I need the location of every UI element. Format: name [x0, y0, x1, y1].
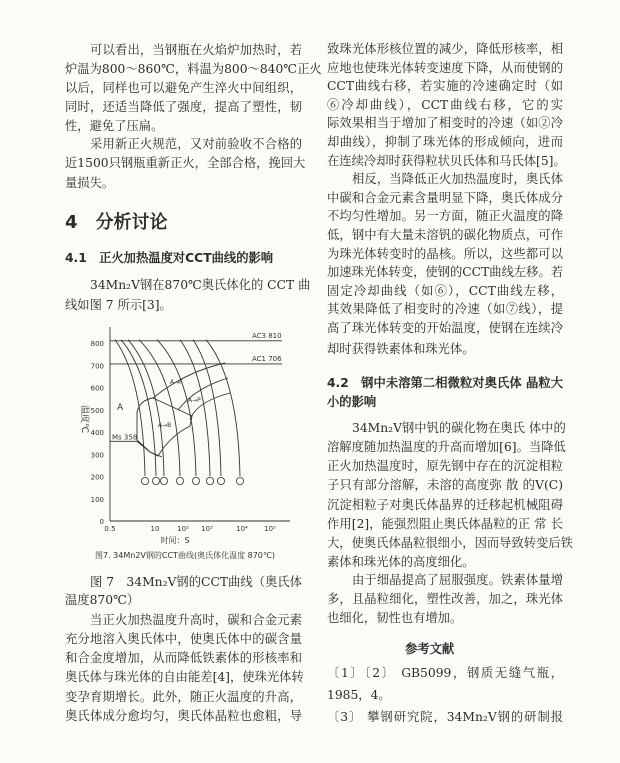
text-line: 中碳和合金元素含量明显下降，奥氏体成分 — [327, 190, 563, 205]
text-line: 际效果相当于增加了相变时的冷速（如②冷 — [327, 116, 563, 131]
y-tick-label: 0 — [99, 518, 104, 526]
y-tick-label: 400 — [90, 429, 104, 437]
curve-marker — [217, 477, 224, 484]
y-tick-label: 500 — [90, 406, 104, 415]
heading: 小的影响 — [327, 395, 377, 409]
text-line: 多，且晶粒细化，塑性改善，加之，珠光体 — [327, 592, 563, 606]
text-line: 素体和珠光体的高度细化。 — [327, 555, 475, 569]
region-label-austenite: A — [117, 403, 124, 413]
text-line: 炉温为800～860℃，料温为800～840℃正火 — [65, 62, 322, 76]
text-line: CCT曲线右移，若实施的冷速确定时（如 — [327, 79, 563, 94]
curve-marker — [176, 477, 183, 484]
text-line: 采用新正火规范，又对前验收不合格的 — [90, 137, 302, 151]
y-tick-label: 700 — [90, 362, 104, 371]
heading: 4.2 钢中未溶第二相微粒对奥氏体 晶粒大 — [327, 376, 563, 390]
text-line: 可以看出，当钢瓶在火焰炉加热时，若 — [90, 43, 302, 57]
ac3-label: AC3 810 — [252, 331, 282, 340]
text-line: 34Mn₂V钢中钒的碳化物在奥氏 体中的 — [352, 421, 566, 435]
text-line: 却曲线），抑制了珠光体的形成倾向，进而 — [327, 135, 563, 149]
text-line: 加速珠光体转变，使钢的CCT曲线左移。若 — [327, 265, 564, 280]
text-line: 在连续冷却时获得粒状贝氏体和马氏体[5]。 — [327, 153, 566, 168]
text-line: 为珠光体转变时的晶核。所以，这些都可以 — [327, 246, 563, 261]
text-line: 当正火加热温度升高时，碳和合金元素 — [90, 613, 302, 627]
text-line: 正火加热温度时，原先钢中存在的沉淀相粒 — [327, 459, 563, 473]
text-line: 不均匀性增加。另一方面，随正火温度的降 — [327, 209, 563, 224]
x-tick-label: 10³ — [201, 525, 213, 533]
text-line: 却时获得铁素体和珠光体。 — [327, 342, 475, 356]
text-line: 大，使奥氏体晶粒很细小，因而导致转变后铁 — [327, 536, 573, 550]
cooling-curve — [206, 340, 240, 476]
text-line: 充分地溶入奥氏体中，使奥氏体中的碳含量 — [65, 632, 302, 646]
text-line: 溶解度随加热温度的升高而增加[6]。当降低 — [327, 440, 566, 454]
text-line: 子只有部分溶解，未溶的高度弥 散 的V(C) — [327, 478, 563, 492]
text-line: 性，避免了压扁。 — [65, 119, 164, 133]
text-line: 〔3〕 攀钢研究院，34Mn₂V钢的研制报 — [327, 710, 563, 724]
text-line: 奥氏体成分愈均匀，奥氏体晶粒也愈粗，导 — [65, 709, 302, 723]
text-line: 以后，同样也可以避免产生淬火中间组织， — [65, 81, 302, 95]
y-tick-label: 800 — [90, 340, 104, 348]
text-line: 图 7 34Mn₂V钢的CCT曲线（奥氏体 — [90, 575, 302, 589]
text-line: 其效果降低了相变时的冷速（如⑦线），提 — [327, 302, 563, 317]
text-line: 同时，还适当降低了强度，提高了塑性，韧 — [65, 100, 302, 114]
text-line: 和合金度增加，从而降低铁素体的形核率和 — [65, 651, 302, 665]
text-line: 固定冷却曲线（如⑥），CCT曲线左移， — [327, 283, 563, 298]
ac1-label: AC1 706 — [252, 354, 282, 363]
text-line: 〔1〕〔2〕 GB5099，钢质无缝气瓶， — [327, 666, 563, 680]
text-line: 由于细晶提高了屈服强度。铁素体量增 — [352, 573, 563, 587]
x-tick-label: 10² — [177, 525, 189, 533]
text-line: 高了珠光体转变的开始温度，使钢在连续冷 — [327, 321, 563, 335]
region-label-bainite: A→B — [158, 422, 172, 429]
y-tick-label: 300 — [90, 451, 104, 460]
text-line: 34Mn₂V钢在870℃奥氏体化的 CCT 曲 — [90, 278, 311, 292]
figure-caption: 图7. 34Mn2V钢的CCT曲线(奥氏体化温度 870℃) — [95, 551, 275, 560]
x-axis-label: 时间：S — [160, 536, 190, 545]
cooling-curve — [193, 340, 221, 476]
text-line: 线如图 7 所示[3]。 — [65, 298, 172, 312]
text-line: 低，钢中有大量未溶钒的碳化物质点，可作 — [327, 228, 563, 242]
curve-marker — [141, 477, 148, 484]
text-line: 奥氏体与珠光体的自由能差[4]，使珠光体转 — [65, 670, 304, 684]
ms-label: Ms 358 — [112, 433, 138, 442]
text-line: 温度870℃） — [65, 593, 140, 607]
text-line: ⑥冷却曲线），CCT曲线右移，它的实 — [327, 97, 563, 112]
curve-marker — [192, 477, 199, 484]
x-tick-label: 0.5 — [104, 525, 116, 533]
y-tick-label: 200 — [90, 473, 104, 482]
x-tick-label: 10⁴ — [236, 525, 248, 533]
text-line: 作用[2]，能强烈阻止奥氏体晶粒的正 常 长 — [327, 517, 563, 531]
y-axis-label: 温度℃ — [79, 405, 89, 434]
text-line: 量损失。 — [65, 176, 115, 190]
x-tick-label: 10⁵ — [264, 525, 276, 533]
bainite-end-curve — [137, 412, 190, 456]
curve-marker — [160, 477, 167, 484]
curve-marker — [152, 477, 159, 484]
heading: 4.1 正火加热温度对CCT曲线的影响 — [65, 251, 274, 265]
heading: 参考文献 — [405, 642, 455, 656]
text-line: 变孕育期增长。此外，随正火温度的升高， — [65, 690, 302, 704]
text-line: 应地也使珠光体转变速度下降，从而使钢的 — [327, 60, 563, 75]
y-tick-label: 600 — [90, 384, 104, 393]
x-tick-label: 10 — [150, 525, 160, 533]
region-label-pearlite: A→P — [188, 397, 201, 404]
y-tick-label: 100 — [90, 495, 104, 504]
curve-marker — [236, 477, 243, 484]
heading: 4 分析讨论 — [65, 212, 168, 233]
text-line: 相反，当降低正火加热温度时，奥氏体 — [352, 172, 563, 187]
text-line: 1985，4。 — [327, 688, 391, 702]
region-label-ferrite: A→F — [170, 379, 183, 386]
curve-marker — [206, 477, 213, 484]
text-line: 也细化，韧性也有增加。 — [327, 611, 463, 625]
text-line: 近1500只钢瓶重新正火，全部合格，挽回大 — [65, 156, 306, 170]
text-line: 致珠光体形核位置的减少，降低形核率，相 — [327, 42, 563, 56]
text-line: 沉淀相粒子对奥氏体晶界的迁移起机械阻碍 — [327, 498, 563, 512]
